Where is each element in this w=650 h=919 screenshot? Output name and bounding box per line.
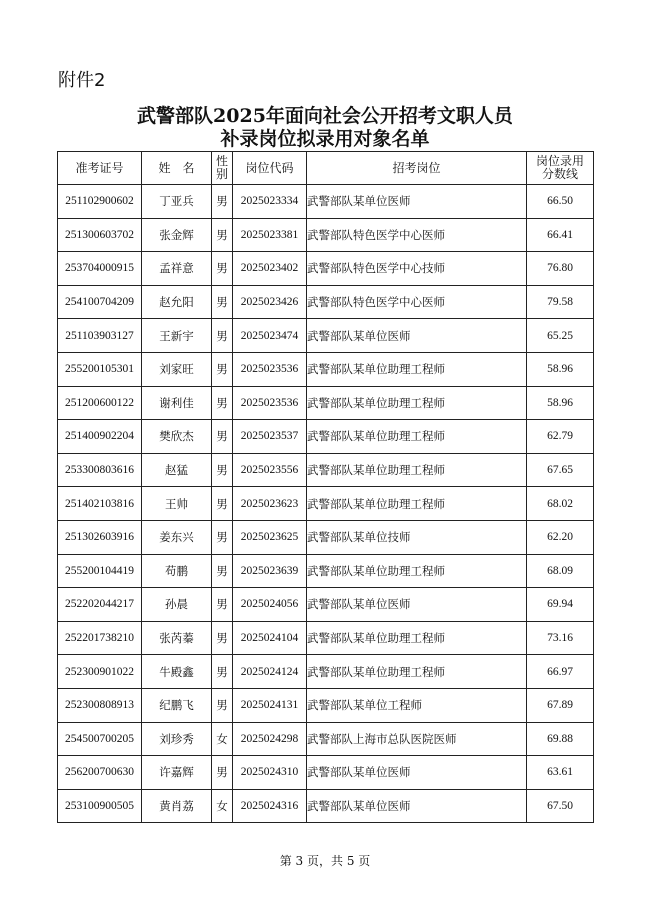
table-row (58, 554, 594, 588)
cell-score: 58.96 (527, 352, 594, 386)
cell-post: 武警部队某单位助理工程师 (307, 420, 527, 454)
cell-name: 张芮蓁 (142, 621, 212, 655)
cell-post-code: 2025023639 (233, 554, 307, 588)
cell-score: 66.41 (527, 218, 594, 252)
table-row (58, 655, 594, 689)
header-gender-line2: 别 (215, 167, 228, 181)
cell-score: 62.20 (527, 520, 594, 554)
cell-exam-id: 255200104419 (58, 554, 142, 588)
cell-gender: 男 (212, 352, 233, 386)
document-title-line1: 武警部队2025年面向社会公开招考文职人员 (137, 105, 513, 127)
table-row (58, 185, 594, 219)
cell-exam-id: 251103903127 (58, 319, 142, 353)
cell-name: 许嘉辉 (142, 756, 212, 790)
table-row (58, 789, 594, 823)
candidate-table (57, 151, 594, 823)
cell-name: 樊欣杰 (142, 420, 212, 454)
cell-score: 63.61 (527, 756, 594, 790)
cell-name: 刘家旺 (142, 352, 212, 386)
cell-post: 武警部队某单位工程师 (307, 688, 527, 722)
header-score-line1: 岗位录用 (535, 154, 584, 168)
header-score-line2: 分数线 (541, 167, 578, 181)
cell-score: 69.88 (527, 722, 594, 756)
table-row (58, 386, 594, 420)
table-row (58, 319, 594, 353)
cell-exam-id: 252201738210 (58, 621, 142, 655)
cell-post-code: 2025024298 (233, 722, 307, 756)
cell-post: 武警部队某单位技师 (307, 520, 527, 554)
header-score (527, 152, 594, 185)
cell-post: 武警部队某单位医师 (307, 588, 527, 622)
cell-score: 58.96 (527, 386, 594, 420)
table-row (58, 252, 594, 286)
cell-post: 武警部队某单位助理工程师 (307, 487, 527, 521)
cell-score: 66.97 (527, 655, 594, 689)
cell-score: 68.09 (527, 554, 594, 588)
cell-exam-id: 254500700205 (58, 722, 142, 756)
page-footer: 第 3 页，共 5 页 (279, 854, 371, 868)
cell-gender: 男 (212, 520, 233, 554)
cell-gender: 男 (212, 218, 233, 252)
document-title-line2: 补录岗位拟录用对象名单 (220, 128, 430, 150)
cell-post: 武警部队特色医学中心医师 (307, 218, 527, 252)
cell-gender: 男 (212, 453, 233, 487)
cell-exam-id: 251302603916 (58, 520, 142, 554)
table-row (58, 756, 594, 790)
cell-gender: 男 (212, 386, 233, 420)
cell-gender: 男 (212, 655, 233, 689)
cell-score: 76.80 (527, 252, 594, 286)
cell-exam-id: 251400902204 (58, 420, 142, 454)
cell-post-code: 2025023536 (233, 386, 307, 420)
cell-post: 武警部队特色医学中心技师 (307, 252, 527, 286)
cell-post-code: 2025024316 (233, 789, 307, 823)
cell-post-code: 2025024310 (233, 756, 307, 790)
cell-exam-id: 253100900505 (58, 789, 142, 823)
cell-name: 丁亚兵 (142, 185, 212, 219)
cell-name: 刘珍秀 (142, 722, 212, 756)
cell-exam-id: 251402103816 (58, 487, 142, 521)
cell-exam-id: 253704000915 (58, 252, 142, 286)
cell-post-code: 2025024104 (233, 621, 307, 655)
header-name: 姓 名 (142, 152, 212, 185)
cell-post-code: 2025024056 (233, 588, 307, 622)
cell-post: 武警部队特色医学中心医师 (307, 285, 527, 319)
cell-exam-id: 251102900602 (58, 185, 142, 219)
cell-gender: 男 (212, 420, 233, 454)
header-post-code: 岗位代码 (233, 152, 307, 185)
table-row (58, 453, 594, 487)
cell-gender: 男 (212, 285, 233, 319)
cell-score: 66.50 (527, 185, 594, 219)
cell-name: 黄肖荔 (142, 789, 212, 823)
cell-post-code: 2025023402 (233, 252, 307, 286)
cell-name: 苟鹏 (142, 554, 212, 588)
cell-post: 武警部队某单位医师 (307, 789, 527, 823)
cell-exam-id: 252202044217 (58, 588, 142, 622)
cell-gender: 男 (212, 185, 233, 219)
cell-post-code: 2025023381 (233, 218, 307, 252)
cell-name: 谢利佳 (142, 386, 212, 420)
cell-post-code: 2025023334 (233, 185, 307, 219)
table-row (58, 487, 594, 521)
table-row (58, 352, 594, 386)
cell-post: 武警部队某单位助理工程师 (307, 352, 527, 386)
cell-name: 张金辉 (142, 218, 212, 252)
header-exam-id: 准考证号 (58, 152, 142, 185)
cell-gender: 男 (212, 319, 233, 353)
cell-exam-id: 255200105301 (58, 352, 142, 386)
header-post: 招考岗位 (307, 152, 527, 185)
table-row (58, 621, 594, 655)
cell-exam-id: 252300808913 (58, 688, 142, 722)
cell-post-code: 2025024124 (233, 655, 307, 689)
cell-score: 79.58 (527, 285, 594, 319)
cell-post: 武警部队某单位助理工程师 (307, 621, 527, 655)
cell-exam-id: 253300803616 (58, 453, 142, 487)
cell-name: 王新宇 (142, 319, 212, 353)
cell-post: 武警部队某单位医师 (307, 185, 527, 219)
table-row (58, 218, 594, 252)
cell-post: 武警部队上海市总队医院医师 (307, 722, 527, 756)
cell-post-code: 2025023556 (233, 453, 307, 487)
table-row (58, 588, 594, 622)
cell-name: 赵猛 (142, 453, 212, 487)
cell-exam-id: 256200700630 (58, 756, 142, 790)
table-row (58, 722, 594, 756)
cell-gender: 男 (212, 756, 233, 790)
cell-score: 73.16 (527, 621, 594, 655)
cell-post: 武警部队某单位助理工程师 (307, 386, 527, 420)
cell-score: 68.02 (527, 487, 594, 521)
cell-exam-id: 251300603702 (58, 218, 142, 252)
cell-post: 武警部队某单位医师 (307, 319, 527, 353)
cell-post-code: 2025023426 (233, 285, 307, 319)
cell-post: 武警部队某单位助理工程师 (307, 554, 527, 588)
cell-gender: 男 (212, 487, 233, 521)
cell-exam-id: 251200600122 (58, 386, 142, 420)
cell-gender: 女 (212, 722, 233, 756)
attachment-label: 附件2 (58, 70, 106, 91)
cell-name: 牛殿鑫 (142, 655, 212, 689)
cell-name: 孟祥意 (142, 252, 212, 286)
cell-gender: 男 (212, 588, 233, 622)
cell-gender: 男 (212, 554, 233, 588)
cell-name: 姜东兴 (142, 520, 212, 554)
cell-post-code: 2025023623 (233, 487, 307, 521)
cell-post-code: 2025023625 (233, 520, 307, 554)
table-row (58, 420, 594, 454)
cell-name: 赵允阳 (142, 285, 212, 319)
header-gender-line1: 性 (215, 154, 228, 168)
cell-post-code: 2025024131 (233, 688, 307, 722)
cell-score: 67.65 (527, 453, 594, 487)
cell-post-code: 2025023536 (233, 352, 307, 386)
cell-score: 65.25 (527, 319, 594, 353)
table-row (58, 688, 594, 722)
cell-score: 67.50 (527, 789, 594, 823)
cell-name: 纪鹏飞 (142, 688, 212, 722)
cell-score: 62.79 (527, 420, 594, 454)
cell-score: 69.94 (527, 588, 594, 622)
cell-gender: 男 (212, 252, 233, 286)
cell-post-code: 2025023537 (233, 420, 307, 454)
table-body (58, 185, 594, 823)
cell-name: 孙晨 (142, 588, 212, 622)
cell-post-code: 2025023474 (233, 319, 307, 353)
cell-gender: 男 (212, 688, 233, 722)
table-row (58, 285, 594, 319)
table-row (58, 520, 594, 554)
cell-gender: 女 (212, 789, 233, 823)
table-header-row (58, 152, 594, 185)
cell-exam-id: 254100704209 (58, 285, 142, 319)
cell-score: 67.89 (527, 688, 594, 722)
cell-name: 王帅 (142, 487, 212, 521)
cell-post: 武警部队某单位助理工程师 (307, 655, 527, 689)
cell-post: 武警部队某单位医师 (307, 756, 527, 790)
cell-post: 武警部队某单位助理工程师 (307, 453, 527, 487)
header-gender (212, 152, 233, 185)
cell-gender: 男 (212, 621, 233, 655)
cell-exam-id: 252300901022 (58, 655, 142, 689)
